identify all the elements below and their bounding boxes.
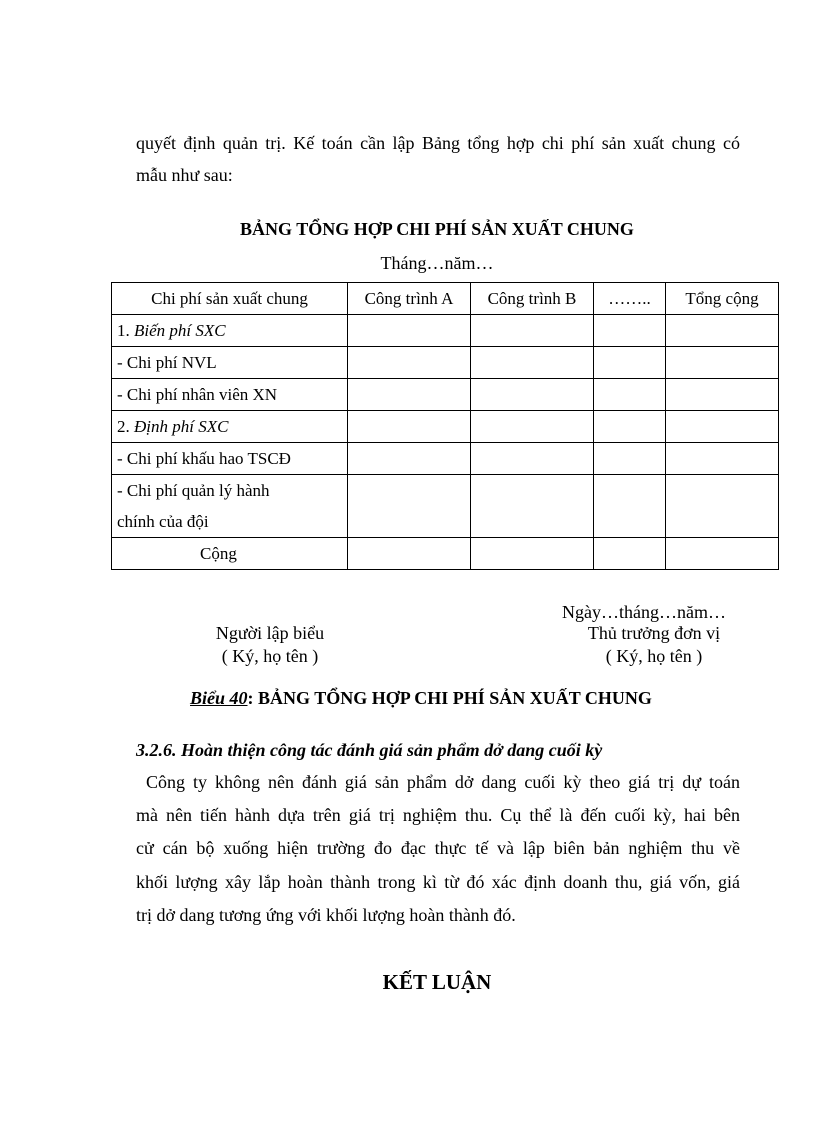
signature-right-title: Thủ trưởng đơn vị [587, 623, 721, 643]
row-label: - Chi phí NVL [112, 347, 348, 379]
figure-caption [190, 688, 652, 709]
signature-left-title: Người lập biểu [215, 623, 325, 643]
table-cell [471, 347, 594, 379]
intro-line-1: quyết định quản trị. Kế toán cần lập Bảng tổng hợp chi phí sản xuất chung có [136, 133, 740, 153]
cost-summary-table [111, 282, 779, 570]
table-cell [471, 443, 594, 475]
table-total-row [112, 538, 779, 570]
table-cell [471, 379, 594, 411]
table-cell [666, 443, 779, 475]
table-row [112, 379, 779, 411]
table-header-row [112, 283, 779, 315]
table-cell [471, 411, 594, 443]
intro-line-2: mẫu như sau: [136, 165, 233, 185]
table-row [112, 475, 779, 538]
table-cell [666, 475, 779, 538]
table-cell [348, 315, 471, 347]
caption-text: BẢNG TỔNG HỢP CHI PHÍ SẢN XUẤT CHUNG [253, 688, 652, 708]
section-heading: 3.2.6. Hoàn thiện công tác đánh giá sản phẩm dở dang cuối kỳ [136, 740, 603, 760]
section-line-3: cử cán bộ xuống hiện trường đo đạc thực tế và lập biên bản nghiệm thu về [136, 838, 740, 858]
table-subtitle: Tháng…năm… [380, 253, 494, 273]
row-label-text: Định phí SXC [134, 417, 229, 436]
table-cell [348, 475, 471, 538]
table-cell [594, 443, 666, 475]
signature-date: Ngày…tháng…năm… [562, 602, 726, 622]
table-cell [666, 347, 779, 379]
signature-right-note: ( Ký, họ tên ) [605, 646, 703, 666]
table-cell [348, 379, 471, 411]
signature-left-note: ( Ký, họ tên ) [221, 646, 319, 666]
col-header: Chi phí sản xuất chung [112, 283, 348, 315]
row-label [112, 411, 348, 443]
table-cell [348, 443, 471, 475]
row-label [112, 315, 348, 347]
table-cell [666, 379, 779, 411]
table-cell [594, 347, 666, 379]
col-header: Tổng cộng [666, 283, 779, 315]
col-header: Công trình B [471, 283, 594, 315]
table-cell [594, 315, 666, 347]
table-cell [666, 538, 779, 570]
row-label-line-1: - Chi phí quản lý hành [117, 481, 270, 500]
table-row [112, 347, 779, 379]
table-cell [594, 538, 666, 570]
table-row [112, 443, 779, 475]
table-row [112, 411, 779, 443]
table-cell [471, 538, 594, 570]
section-line-1: Công ty không nên đánh giá sản phẩm dở dang cuối kỳ theo giá trị dự toán [146, 772, 740, 792]
row-label: - Chi phí nhân viên XN [112, 379, 348, 411]
section-line-4: khối lượng xây lắp hoàn thành trong kì từ đó xác định doanh thu, giá vốn, giá [136, 872, 740, 892]
table-cell [471, 315, 594, 347]
row-prefix: 2. [117, 417, 134, 436]
row-label-text: Biến phí SXC [134, 321, 226, 340]
table-title: BẢNG TỔNG HỢP CHI PHÍ SẢN XUẤT CHUNG [240, 219, 634, 239]
caption-separator: : [247, 688, 254, 708]
row-label [112, 475, 348, 538]
table-cell [348, 411, 471, 443]
row-label: - Chi phí khấu hao TSCĐ [112, 443, 348, 475]
col-header: Công trình A [348, 283, 471, 315]
table-cell [594, 475, 666, 538]
row-prefix: 1. [117, 321, 134, 340]
table-cell [348, 347, 471, 379]
caption-label: Biểu 40 [190, 688, 248, 708]
table-cell [666, 315, 779, 347]
col-header: …….. [594, 283, 666, 315]
section-line-2: mà nên tiến hành dựa trên giá trị nghiệm thu. Cụ thể là đến cuối kỳ, hai bên [136, 805, 740, 825]
table-cell [348, 538, 471, 570]
section-line-5: trị dở dang tương ứng với khối lượng hoàn thành đó. [136, 905, 516, 925]
table-row [112, 315, 779, 347]
conclusion-heading: KẾT LUẬN [382, 970, 492, 994]
row-label-total: Cộng [112, 538, 348, 570]
table-cell [471, 475, 594, 538]
table-cell [666, 411, 779, 443]
table-cell [594, 379, 666, 411]
row-label-line-2: chính của đội [117, 512, 209, 531]
table-cell [594, 411, 666, 443]
